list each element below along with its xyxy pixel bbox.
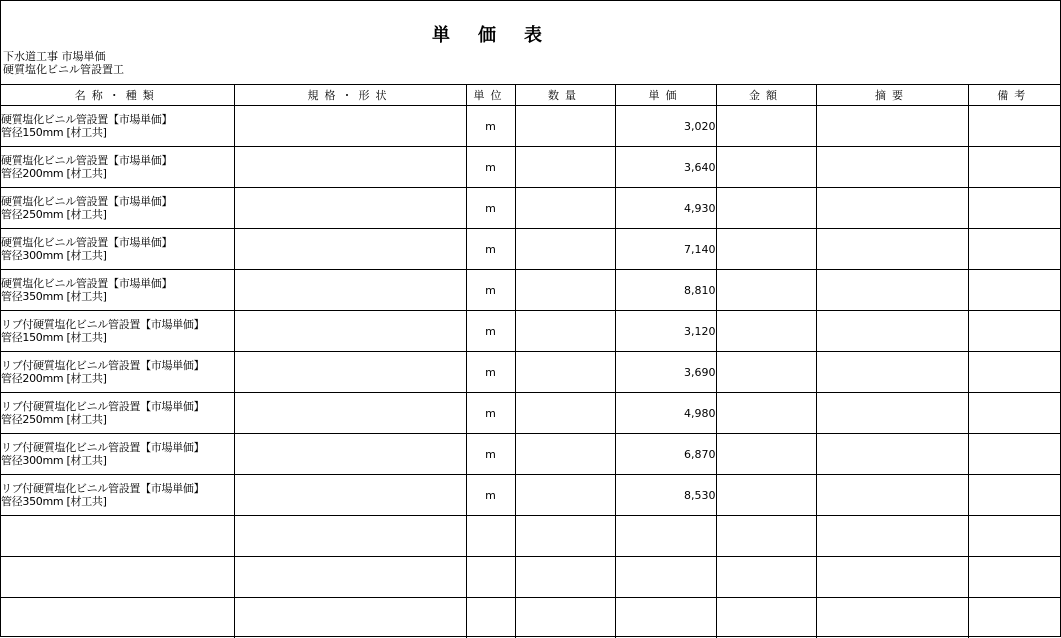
summary-cell xyxy=(816,147,968,188)
table-row xyxy=(1,106,1060,147)
summary-cell xyxy=(816,229,968,270)
quantity-cell xyxy=(515,147,615,188)
name-cell xyxy=(1,434,234,475)
quantity-cell xyxy=(515,598,615,638)
quantity-cell xyxy=(515,188,615,229)
table-row xyxy=(1,229,1060,270)
item-spec: 管径350mm [材工共] xyxy=(1,495,234,508)
table-row xyxy=(1,475,1060,516)
table-row xyxy=(1,557,1060,598)
item-name: リブ付硬質塩化ビニル管設置【市場単価】 xyxy=(1,482,234,495)
item-spec: 管径150mm [材工共] xyxy=(1,331,234,344)
quantity-cell xyxy=(515,393,615,434)
remarks-cell xyxy=(968,229,1060,270)
header-quantity: 数量 xyxy=(515,85,615,106)
summary-cell xyxy=(816,393,968,434)
quantity-cell xyxy=(515,434,615,475)
spec-cell xyxy=(234,434,466,475)
remarks-cell xyxy=(968,434,1060,475)
table-row xyxy=(1,270,1060,311)
unit-price-cell xyxy=(615,598,716,638)
unit-cell: m xyxy=(466,188,515,229)
item-name: リブ付硬質塩化ビニル管設置【市場単価】 xyxy=(1,318,234,331)
remarks-cell xyxy=(968,352,1060,393)
item-spec: 管径350mm [材工共] xyxy=(1,290,234,303)
table-row xyxy=(1,352,1060,393)
unit-cell: m xyxy=(466,270,515,311)
amount-cell xyxy=(716,106,816,147)
spec-cell xyxy=(234,475,466,516)
table-header-row xyxy=(1,85,1060,106)
header-remarks: 備考 xyxy=(968,85,1060,106)
unit-price-cell: 4,980 xyxy=(615,393,716,434)
amount-cell xyxy=(716,311,816,352)
remarks-cell xyxy=(968,188,1060,229)
unit-price-cell: 3,640 xyxy=(615,147,716,188)
summary-cell xyxy=(816,516,968,557)
remarks-cell xyxy=(968,598,1060,638)
quantity-cell xyxy=(515,229,615,270)
spec-cell xyxy=(234,352,466,393)
table-row xyxy=(1,393,1060,434)
unit-cell: m xyxy=(466,311,515,352)
unit-price-cell: 4,930 xyxy=(615,188,716,229)
price-table xyxy=(1,84,1060,638)
summary-cell xyxy=(816,434,968,475)
unit-price-cell: 7,140 xyxy=(615,229,716,270)
remarks-cell xyxy=(968,516,1060,557)
unit-price-cell xyxy=(615,516,716,557)
item-name: リブ付硬質塩化ビニル管設置【市場単価】 xyxy=(1,441,234,454)
unit-cell: m xyxy=(466,229,515,270)
name-cell xyxy=(1,557,234,598)
name-cell xyxy=(1,188,234,229)
remarks-cell xyxy=(968,270,1060,311)
name-cell xyxy=(1,393,234,434)
item-spec: 管径250mm [材工共] xyxy=(1,208,234,221)
name-cell xyxy=(1,311,234,352)
amount-cell xyxy=(716,188,816,229)
remarks-cell xyxy=(968,557,1060,598)
unit-price-cell: 3,120 xyxy=(615,311,716,352)
unit-price-cell: 6,870 xyxy=(615,434,716,475)
item-name: 硬質塩化ビニル管設置【市場単価】 xyxy=(1,236,234,249)
item-spec: 管径300mm [材工共] xyxy=(1,454,234,467)
page-title: 単価表 xyxy=(1,21,1001,47)
remarks-cell xyxy=(968,393,1060,434)
spec-cell xyxy=(234,598,466,638)
subtitle-category: 下水道工事 市場単価 xyxy=(3,50,106,63)
remarks-cell xyxy=(968,106,1060,147)
name-cell xyxy=(1,147,234,188)
amount-cell xyxy=(716,557,816,598)
remarks-cell xyxy=(968,475,1060,516)
unit-cell: m xyxy=(466,106,515,147)
spec-cell xyxy=(234,188,466,229)
remarks-cell xyxy=(968,147,1060,188)
amount-cell xyxy=(716,393,816,434)
item-name: 硬質塩化ビニル管設置【市場単価】 xyxy=(1,154,234,167)
quantity-cell xyxy=(515,475,615,516)
name-cell xyxy=(1,598,234,638)
amount-cell xyxy=(716,598,816,638)
remarks-cell xyxy=(968,311,1060,352)
table-row xyxy=(1,188,1060,229)
unit-price-cell: 3,690 xyxy=(615,352,716,393)
amount-cell xyxy=(716,229,816,270)
item-spec: 管径250mm [材工共] xyxy=(1,413,234,426)
quantity-cell xyxy=(515,270,615,311)
quantity-cell xyxy=(515,311,615,352)
quantity-cell xyxy=(515,557,615,598)
subtitle-work-type: 硬質塩化ビニル管設置工 xyxy=(3,63,124,76)
table-row xyxy=(1,311,1060,352)
name-cell xyxy=(1,352,234,393)
item-name: リブ付硬質塩化ビニル管設置【市場単価】 xyxy=(1,359,234,372)
table-row xyxy=(1,516,1060,557)
spec-cell xyxy=(234,106,466,147)
name-cell xyxy=(1,106,234,147)
quantity-cell xyxy=(515,106,615,147)
table-row xyxy=(1,434,1060,475)
unit-cell: m xyxy=(466,475,515,516)
item-spec: 管径300mm [材工共] xyxy=(1,249,234,262)
summary-cell xyxy=(816,557,968,598)
name-cell xyxy=(1,229,234,270)
header-unit-price: 単価 xyxy=(615,85,716,106)
summary-cell xyxy=(816,598,968,638)
unit-cell xyxy=(466,598,515,638)
unit-cell: m xyxy=(466,393,515,434)
unit-cell xyxy=(466,516,515,557)
summary-cell xyxy=(816,352,968,393)
header-summary: 摘要 xyxy=(816,85,968,106)
spec-cell xyxy=(234,147,466,188)
spec-cell xyxy=(234,311,466,352)
item-name: 硬質塩化ビニル管設置【市場単価】 xyxy=(1,195,234,208)
quantity-cell xyxy=(515,352,615,393)
header-amount: 金額 xyxy=(716,85,816,106)
item-name: リブ付硬質塩化ビニル管設置【市場単価】 xyxy=(1,400,234,413)
summary-cell xyxy=(816,311,968,352)
summary-cell xyxy=(816,188,968,229)
table-row xyxy=(1,598,1060,638)
amount-cell xyxy=(716,352,816,393)
unit-price-cell: 3,020 xyxy=(615,106,716,147)
name-cell xyxy=(1,475,234,516)
header-spec: 規格・形状 xyxy=(234,85,466,106)
name-cell xyxy=(1,516,234,557)
amount-cell xyxy=(716,434,816,475)
unit-price-cell: 8,810 xyxy=(615,270,716,311)
unit-cell: m xyxy=(466,434,515,475)
item-spec: 管径200mm [材工共] xyxy=(1,372,234,385)
unit-cell xyxy=(466,557,515,598)
item-name: 硬質塩化ビニル管設置【市場単価】 xyxy=(1,277,234,290)
header-name: 名称・種類 xyxy=(1,85,234,106)
summary-cell xyxy=(816,270,968,311)
spec-cell xyxy=(234,270,466,311)
name-cell xyxy=(1,270,234,311)
unit-price-cell: 8,530 xyxy=(615,475,716,516)
item-name: 硬質塩化ビニル管設置【市場単価】 xyxy=(1,113,234,126)
header-unit: 単位 xyxy=(466,85,515,106)
table-row xyxy=(1,147,1060,188)
quantity-cell xyxy=(515,516,615,557)
unit-price-cell xyxy=(615,557,716,598)
spec-cell xyxy=(234,229,466,270)
amount-cell xyxy=(716,270,816,311)
item-spec: 管径150mm [材工共] xyxy=(1,126,234,139)
unit-cell: m xyxy=(466,352,515,393)
amount-cell xyxy=(716,516,816,557)
unit-cell: m xyxy=(466,147,515,188)
spec-cell xyxy=(234,557,466,598)
summary-cell xyxy=(816,475,968,516)
spec-cell xyxy=(234,516,466,557)
spec-cell xyxy=(234,393,466,434)
item-spec: 管径200mm [材工共] xyxy=(1,167,234,180)
amount-cell xyxy=(716,147,816,188)
amount-cell xyxy=(716,475,816,516)
summary-cell xyxy=(816,106,968,147)
